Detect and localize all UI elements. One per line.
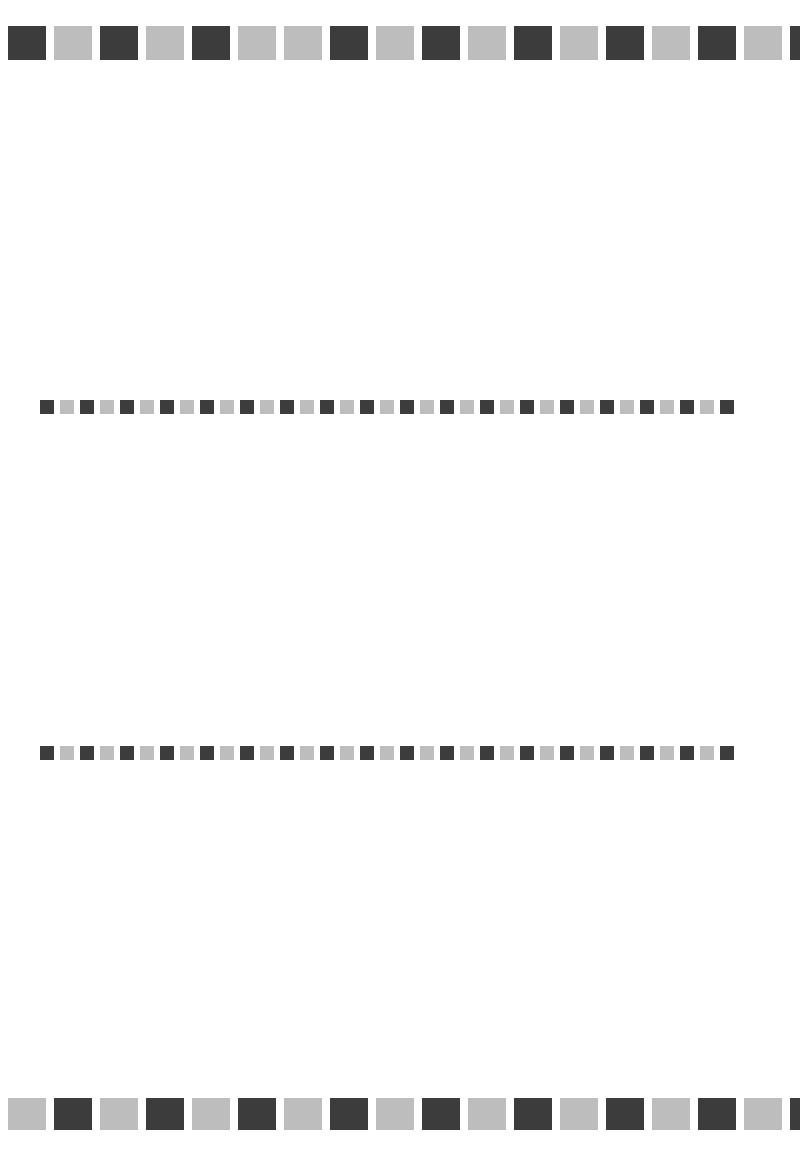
bar-square xyxy=(468,1098,506,1130)
bar-square xyxy=(120,746,134,760)
bar-square xyxy=(790,1098,800,1130)
bar-square xyxy=(146,1098,184,1130)
bar-square xyxy=(200,746,214,760)
bar-square xyxy=(720,400,734,414)
bar-square xyxy=(100,1098,138,1130)
bar-square xyxy=(54,26,92,60)
bar-square xyxy=(80,400,94,414)
bar-square xyxy=(660,746,674,760)
bar-square xyxy=(600,746,614,760)
bar-square xyxy=(520,400,534,414)
bar-square xyxy=(606,1098,644,1130)
bar-square xyxy=(238,1098,276,1130)
bar-square xyxy=(540,400,554,414)
bar-square xyxy=(460,400,474,414)
bar-square xyxy=(330,26,368,60)
bar-square xyxy=(140,400,154,414)
bar-square xyxy=(660,400,674,414)
bar-square xyxy=(560,746,574,760)
bar-square xyxy=(560,400,574,414)
bar-square xyxy=(560,26,598,60)
bar-square xyxy=(140,746,154,760)
bar-square xyxy=(400,746,414,760)
bar-square xyxy=(720,746,734,760)
bar-square xyxy=(422,1098,460,1130)
bar-square xyxy=(340,746,354,760)
bar-square xyxy=(160,746,174,760)
bar-square xyxy=(80,746,94,760)
bar-square xyxy=(380,746,394,760)
bar-square xyxy=(100,26,138,60)
bar-square xyxy=(40,746,54,760)
bar-square xyxy=(320,400,334,414)
bar-square xyxy=(320,746,334,760)
bar-square xyxy=(284,1098,322,1130)
bar-square xyxy=(40,400,54,414)
bar-square xyxy=(340,400,354,414)
bar-square xyxy=(360,746,374,760)
bar-square xyxy=(580,400,594,414)
bar-square xyxy=(640,746,654,760)
bar-square xyxy=(360,400,374,414)
bar-square xyxy=(460,746,474,760)
bar-square xyxy=(240,746,254,760)
bar-square xyxy=(480,746,494,760)
bar-square xyxy=(220,746,234,760)
bar-square xyxy=(60,400,74,414)
bar-square xyxy=(192,26,230,60)
bar-square xyxy=(500,746,514,760)
bar-square xyxy=(330,1098,368,1130)
bar-square xyxy=(620,746,634,760)
bar-square xyxy=(8,26,46,60)
bar-square xyxy=(514,1098,552,1130)
bar-square xyxy=(280,746,294,760)
bar-square xyxy=(220,400,234,414)
bar-square xyxy=(100,746,114,760)
bar-square xyxy=(700,400,714,414)
bar-square xyxy=(480,400,494,414)
bar-square xyxy=(376,26,414,60)
bar-square xyxy=(8,1098,46,1130)
bar-square xyxy=(440,746,454,760)
bar-square xyxy=(60,746,74,760)
bar-square xyxy=(160,400,174,414)
bar-square xyxy=(100,400,114,414)
bar-square xyxy=(744,26,782,60)
bar-square xyxy=(514,26,552,60)
bar-square xyxy=(238,26,276,60)
bar-square xyxy=(620,400,634,414)
bar-square xyxy=(580,746,594,760)
bar-square xyxy=(744,1098,782,1130)
bar-square xyxy=(380,400,394,414)
section-separator-1 xyxy=(40,400,734,414)
bar-square xyxy=(300,400,314,414)
bar-square xyxy=(500,400,514,414)
bottom-decorative-bar xyxy=(8,1098,800,1130)
bar-square xyxy=(400,400,414,414)
bar-square xyxy=(420,746,434,760)
top-decorative-bar xyxy=(8,26,800,60)
bar-square xyxy=(192,1098,230,1130)
bar-square xyxy=(698,1098,736,1130)
bar-square xyxy=(200,400,214,414)
section-separator-2 xyxy=(40,746,734,760)
bar-square xyxy=(376,1098,414,1130)
bar-square xyxy=(560,1098,598,1130)
bar-square xyxy=(120,400,134,414)
bar-square xyxy=(284,26,322,60)
bar-square xyxy=(180,746,194,760)
bar-square xyxy=(520,746,534,760)
bar-square xyxy=(146,26,184,60)
bar-square xyxy=(652,1098,690,1130)
bar-square xyxy=(790,26,800,60)
bar-square xyxy=(260,746,274,760)
bar-square xyxy=(600,400,614,414)
bar-square xyxy=(698,26,736,60)
bar-square xyxy=(180,400,194,414)
bar-square xyxy=(422,26,460,60)
bar-square xyxy=(606,26,644,60)
bar-square xyxy=(680,400,694,414)
bar-square xyxy=(540,746,554,760)
bar-square xyxy=(652,26,690,60)
bar-square xyxy=(640,400,654,414)
bar-square xyxy=(300,746,314,760)
bar-square xyxy=(700,746,714,760)
bar-square xyxy=(260,400,274,414)
bar-square xyxy=(440,400,454,414)
bar-square xyxy=(280,400,294,414)
bar-square xyxy=(54,1098,92,1130)
bar-square xyxy=(240,400,254,414)
bar-square xyxy=(468,26,506,60)
bar-square xyxy=(420,400,434,414)
bar-square xyxy=(680,746,694,760)
